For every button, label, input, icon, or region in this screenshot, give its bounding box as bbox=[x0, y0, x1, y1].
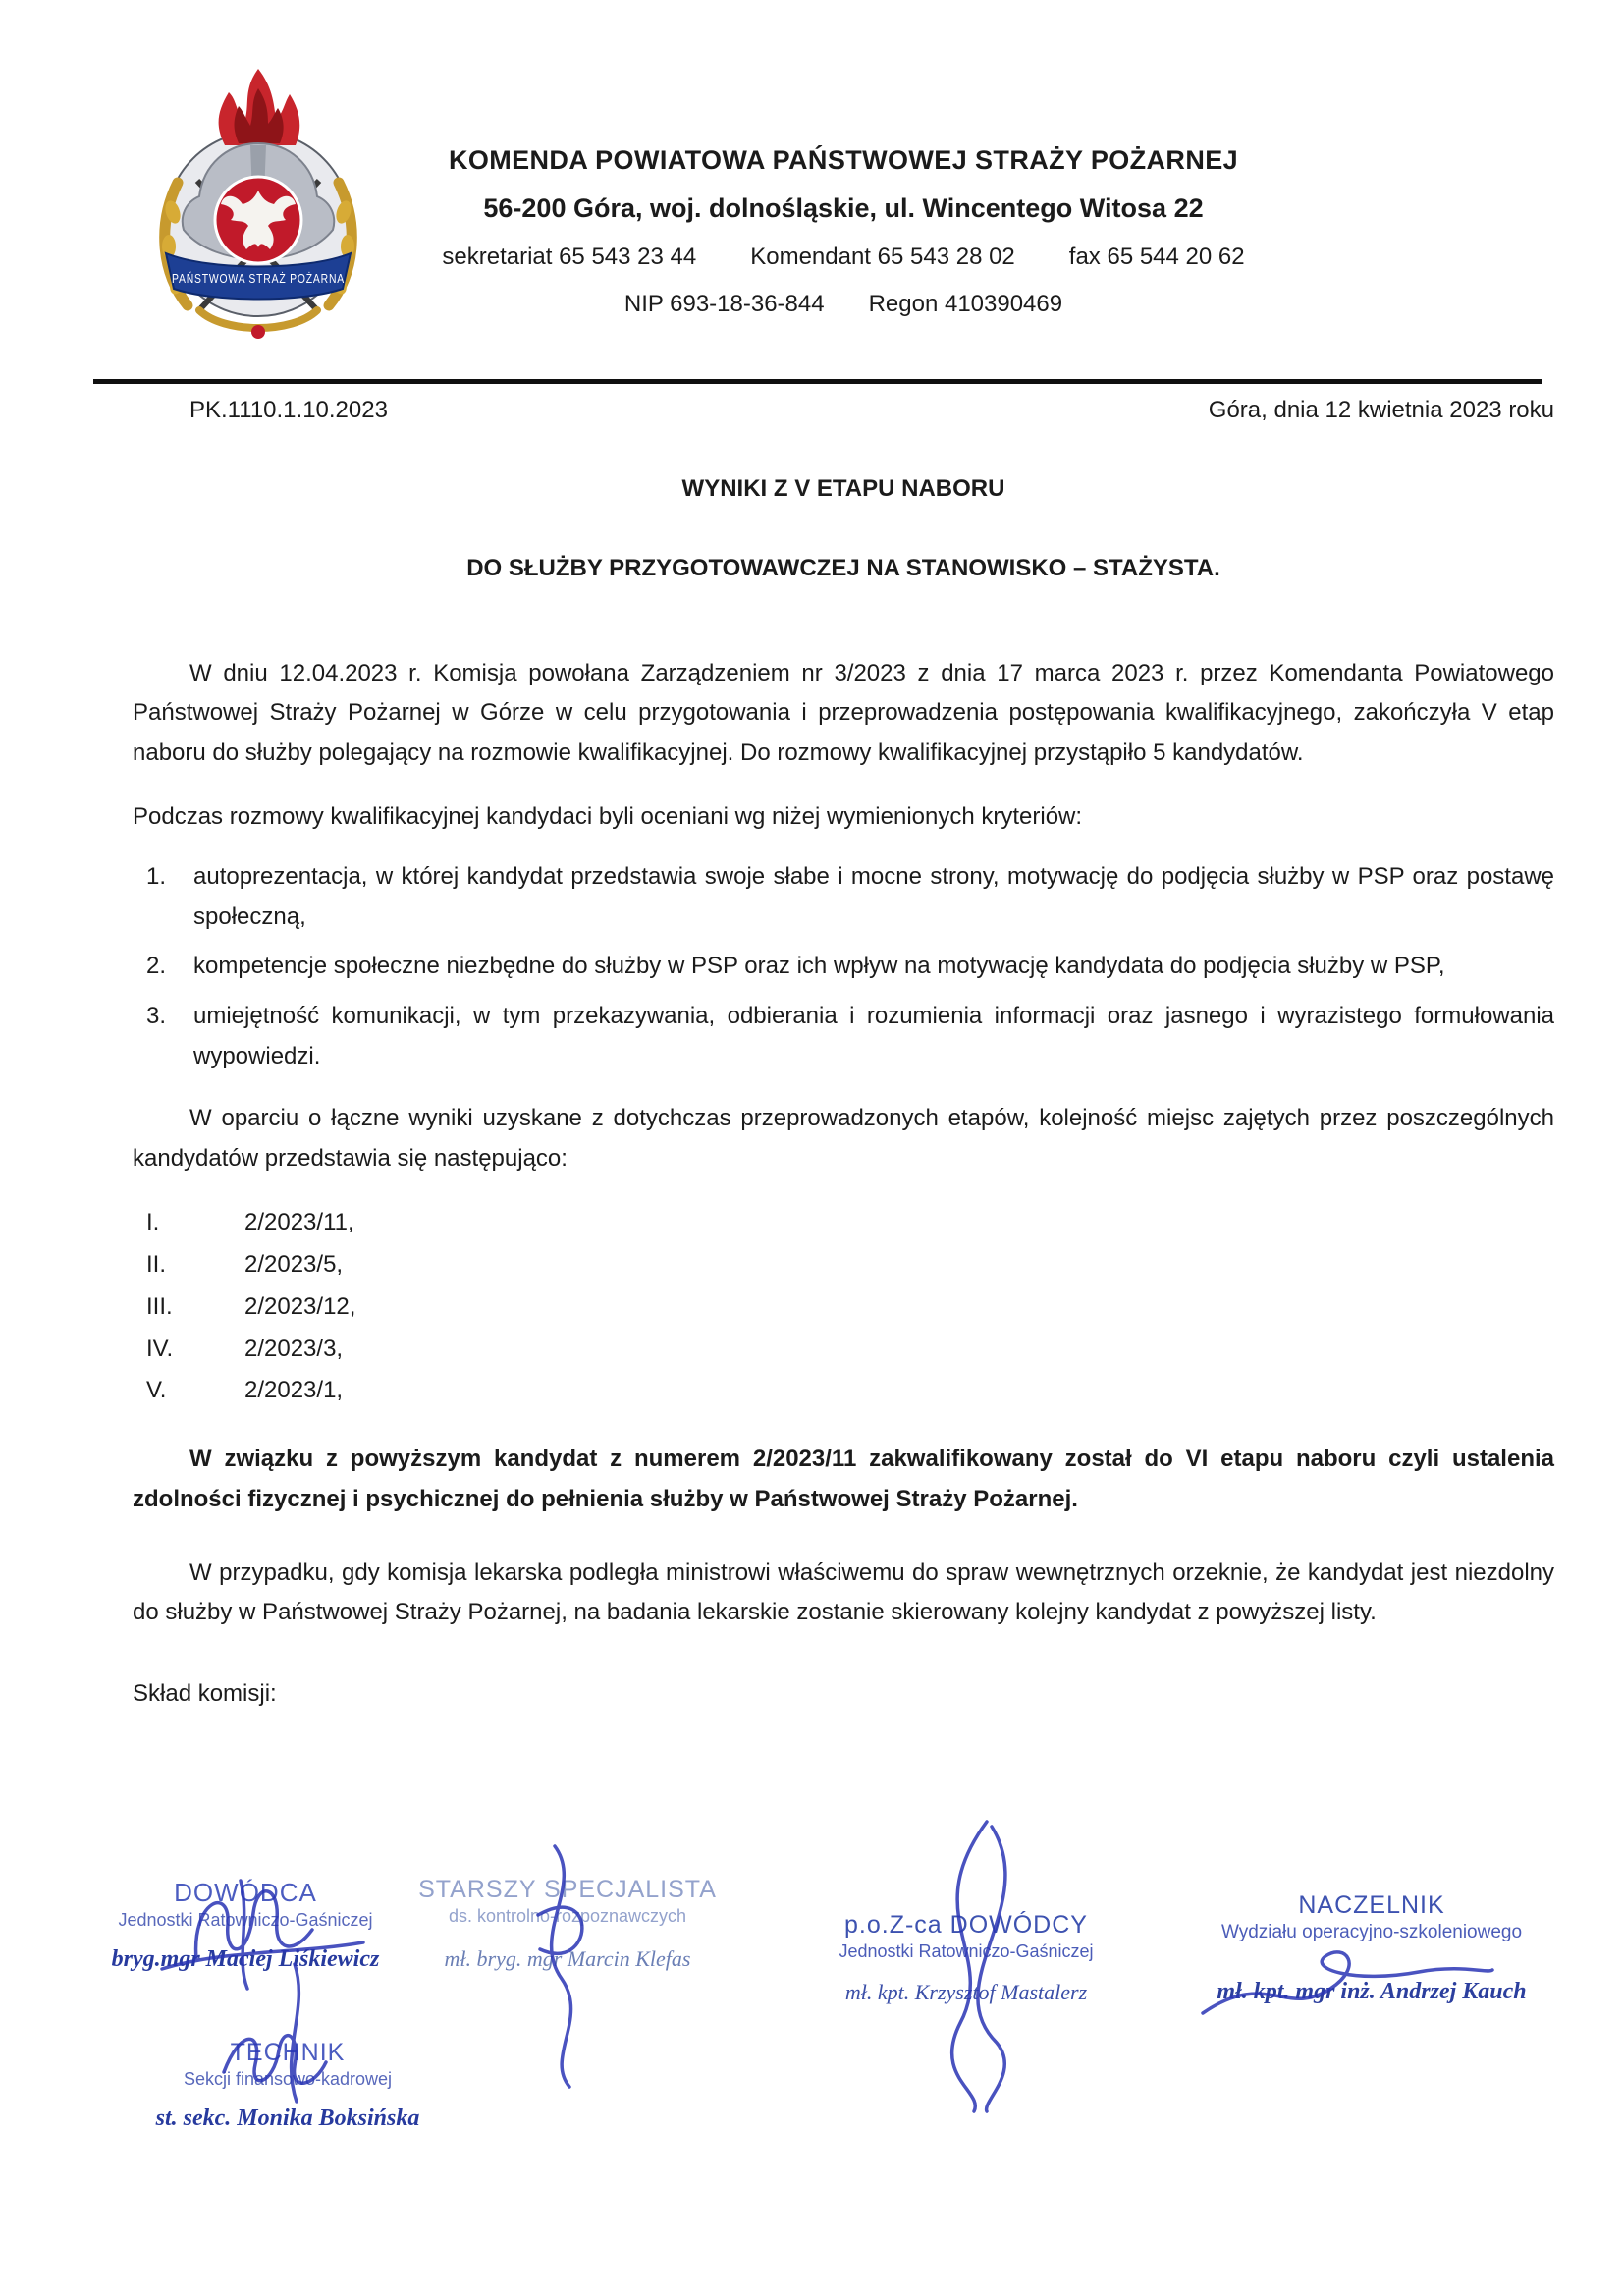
criteria-item-text: kompetencje społeczne niezbędne do służby w PSP oraz ich wpływ na motywację kandydata do podjęcia służby w PSP, bbox=[193, 953, 1445, 980]
regon-number: Regon 410390469 bbox=[868, 291, 1063, 317]
signature-unit: Wydziału operacyjno-szkoleniowego bbox=[1220, 1922, 1523, 1942]
candidate-number: 2/2023/12, bbox=[244, 1292, 356, 1320]
criteria-item-number: 1. bbox=[146, 862, 167, 890]
ranking-row bbox=[133, 1370, 1554, 1412]
document-title-line2: DO SŁUŻBY PRZYGOTOWAWCZEJ NA STANOWISKO – STAŻYSTA. bbox=[466, 554, 1220, 581]
criteria-list bbox=[133, 857, 1554, 1077]
ranking-position: IV. bbox=[146, 1335, 174, 1362]
criteria-item bbox=[133, 857, 1554, 938]
candidate-number: 2/2023/3, bbox=[244, 1335, 344, 1362]
signature-role: DOWÓDCA bbox=[174, 1878, 317, 1907]
criteria-item-number: 3. bbox=[146, 1003, 167, 1030]
signature-role: TECHNIK bbox=[230, 2039, 346, 2066]
organization-address: 56-200 Góra, woj. dolnośląskie, ul. Wincentego Witosa 22 bbox=[483, 193, 1204, 223]
candidate-number: 2/2023/1, bbox=[244, 1377, 344, 1404]
emblem-banner-text: PAŃSTWOWA STRAŻ POŻARNA bbox=[172, 271, 345, 286]
ranking-position: III. bbox=[146, 1292, 173, 1320]
signature-unit: Sekcji finansowo-kadrowej bbox=[183, 2069, 393, 2089]
criteria-item-text: umiejętność komunikacji, w tym przekazywania, odbierania i rozumienia informacji oraz jasnego i wyrazistego formułowania wypowiedzi. bbox=[193, 1003, 1554, 1069]
criteria-item bbox=[133, 947, 1554, 987]
signature-name: st. sekc. Monika Boksińska bbox=[155, 2105, 420, 2131]
signature-name: mł. bryg. mgr Marcin Klefas bbox=[444, 1946, 691, 1971]
ranking-list bbox=[133, 1202, 1554, 1412]
ranking-row bbox=[133, 1244, 1554, 1286]
signature-unit: Jednostki Ratowniczo-Gaśniczej bbox=[118, 1910, 373, 1930]
fax-number: fax 65 544 20 62 bbox=[1068, 244, 1245, 270]
ranking-position: V. bbox=[146, 1377, 167, 1404]
criteria-item-text: autoprezentacja, w której kandydat przedstawia swoje słabe i mocne strony, motywację do podjęcia służby w PSP oraz postawę społeczną, bbox=[193, 862, 1554, 930]
signature-unit: ds. kontrolno-rozpoznawczych bbox=[448, 1906, 687, 1926]
signature-name: mł. kpt. mgr inż. Andrzej Kauch bbox=[1217, 1979, 1527, 2004]
signature-role: STARSZY SPECJALISTA bbox=[418, 1876, 717, 1903]
paragraph-introduction: W dniu 12.04.2023 r. Komisja powołana Zarządzeniem nr 3/2023 z dnia 17 marca 2023 r. przez Komendanta Powiatowego Państwowej Straży Pożarnej w Górze w celu przygotowania i przeprowadzenia postępowania kwalifikacyjnego, zakończyła V etap naboru do służby polegający na rozmowie kwalifikacyjnej. Do rozmowy kwalifikacyjnej przystąpiło 5 kandydatów. bbox=[133, 659, 1554, 767]
ranking-row bbox=[133, 1286, 1554, 1329]
paragraph-medical-note: W przypadku, gdy komisja lekarska podległa ministrowi właściwemu do spraw wewnętrznych orzeknie, że kandydat jest niezdolny do służby w Państwowej Straży Pożarnej, na badania lekarskie zostanie skierowany kolejny kandydat z powyższej listy. bbox=[133, 1558, 1554, 1626]
signature-block-deputy-commander bbox=[819, 1911, 1113, 2005]
signature-role: NACZELNIK bbox=[1298, 1891, 1445, 1919]
signature-role: p.o.Z-ca DOWÓDCY bbox=[844, 1911, 1088, 1939]
signature-unit: Jednostki Ratowniczo-Gaśniczej bbox=[839, 1941, 1094, 1961]
paragraph-qualification-result: W związku z powyższym kandydat z numerem 2/2023/11 zakwalifikowany został do VI etapu naboru czyli ustalenia zdolności fizycznej i psychicznej do pełnienia służby w Państwowej Straży Pożarnej. bbox=[133, 1445, 1554, 1512]
secretariat-phone: sekretariat 65 543 23 44 bbox=[442, 244, 697, 270]
signature-block-commander-jrg bbox=[59, 1878, 432, 1973]
criteria-item-number: 2. bbox=[146, 953, 167, 980]
committee-label: Skład komisji: bbox=[133, 1680, 277, 1708]
document-title-line1: WYNIKI Z V ETAPU NABORU bbox=[681, 475, 1005, 502]
place-and-date: Góra, dnia 12 kwietnia 2023 roku bbox=[1208, 397, 1554, 423]
nip-number: NIP 693-18-36-844 bbox=[623, 291, 825, 317]
paragraph-ranking-intro: W oparciu o łączne wyniki uzyskane z dotychczas przeprowadzonych etapów, kolejność miejsc zajętych przez poszczególnych kandydatów przedstawia się następująco: bbox=[133, 1104, 1554, 1172]
reference-number: PK.1110.1.10.2023 bbox=[189, 397, 388, 423]
criteria-item bbox=[133, 997, 1554, 1077]
commander-phone: Komendant 65 543 28 02 bbox=[750, 244, 1015, 270]
meta-row bbox=[133, 397, 1554, 424]
header-divider bbox=[93, 379, 1542, 384]
ranking-row bbox=[133, 1202, 1554, 1244]
paragraph-criteria-intro: Podczas rozmowy kwalifikacyjnej kandydaci byli oceniani wg niżej wymienionych kryteriów: bbox=[133, 802, 1083, 830]
signature-block-department-head bbox=[1185, 1891, 1558, 2005]
signature-block-technician bbox=[126, 2039, 450, 2132]
candidate-number: 2/2023/11, bbox=[244, 1209, 354, 1236]
ranking-row bbox=[133, 1329, 1554, 1371]
organization-name: KOMENDA POWIATOWA PAŃSTWOWEJ STRAŻY POŻARNEJ bbox=[448, 145, 1239, 175]
signature-name: mł. kpt. Krzysztof Mastalerz bbox=[844, 1980, 1088, 2004]
ranking-position: II. bbox=[146, 1251, 167, 1279]
letterhead bbox=[133, 84, 1554, 318]
ranking-position: I. bbox=[146, 1209, 160, 1236]
signature-name: bryg.mgr Maciej Liśkiewicz bbox=[111, 1946, 380, 1972]
signature-block-senior-specialist bbox=[406, 1876, 730, 1972]
handwritten-signatures-layer bbox=[0, 1787, 1623, 2239]
document-body bbox=[133, 462, 1554, 1715]
fire-service-emblem-icon bbox=[140, 65, 376, 350]
candidate-number: 2/2023/5, bbox=[244, 1251, 344, 1279]
